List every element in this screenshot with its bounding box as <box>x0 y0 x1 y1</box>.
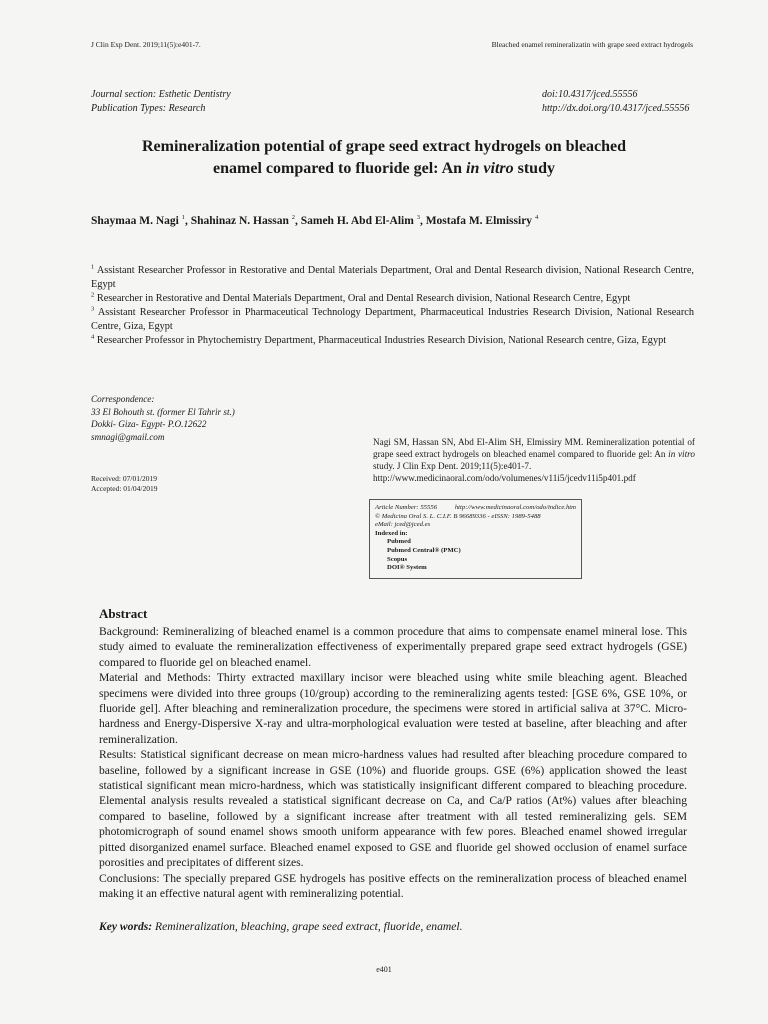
title-italic: in vitro <box>466 160 514 177</box>
publication-type: Publication Types: Research <box>91 103 206 114</box>
author-sup: 4 <box>534 214 539 222</box>
citation-url[interactable]: http://www.medicinaoral.com/odo/volumenes/v11i5/jcedv11i5p401.pdf <box>373 473 636 483</box>
running-header-right: Bleached enamel remineralizatin with grape seed extract hydrogels <box>491 40 693 49</box>
author: Mostafa M. Elmissiry <box>425 215 533 227</box>
running-header-left: J Clin Exp Dent. 2019;11(5):e401-7. <box>91 40 201 49</box>
correspondence-email[interactable]: smnagi@gmail.com <box>91 431 165 442</box>
abstract-heading: Abstract <box>99 606 148 621</box>
copyright: © Medicina Oral S. L. C.I.F. B 96689336 - eISSN: 1989-5488 <box>375 512 541 520</box>
abstract-paragraph: Conclusions: The specially prepared GSE hydrogels has positive effects on the remineralization process of bleached enamel making it an effective natural agent with remineralizing potential. <box>99 871 687 900</box>
received-date: Received: 07/01/2019 <box>91 474 158 483</box>
author: Shahinaz N. Hassan <box>190 215 289 227</box>
page-number: e401 <box>376 965 392 974</box>
keywords-label: Key words: <box>99 920 153 933</box>
abstract-paragraph: Material and Methods: Thirty extracted maxillary incisor were bleached using white smile bleaching agent. Bleached specimens were divided into three groups (10/group) according to the remineralizing agents tested: [GSE 6%, GSE 10%, or fluoride gel]. After bleaching and remineralization procedure, the specimens were stored in artificial saliva at 37°C. Micro-hardness and Energy-Dispersive X-ray and ultra-morphological evaluation were tested at baseline, after bleaching and after remineralization. <box>99 671 687 746</box>
index-item: Pubmed <box>387 538 411 546</box>
correspondence-address-1: 33 El Bohouth st. (former El Tahrir st.) <box>91 406 235 417</box>
affiliation <box>91 306 694 334</box>
journal-meta <box>91 88 231 116</box>
journal-site[interactable]: http://www.medicinaoral.com/odo/indice.htm <box>454 504 576 511</box>
citation <box>373 436 695 484</box>
affiliation-text: Researcher in Restorative and Dental Materials Department, Oral and Dental Research division, National Research Centre, Egypt <box>96 293 631 304</box>
author: Shaymaa M. Nagi <box>91 215 179 227</box>
article-info-box <box>369 499 582 579</box>
affiliation-text: Assistant Researcher Professor in Restorative and Dental Materials Department, Oral and Dental Research division, National Research Centre, Egypt <box>91 265 694 290</box>
journal-email[interactable]: eMail: jced@jced.es <box>375 521 431 529</box>
abstract-paragraph: Results: Statistical significant decrease on mean micro-hardness values had resulted after bleaching procedure compared to baseline, followed by a significant increase in GSE (10%) and fluoride groups. GSE (6%) application showed the least statistical significant mean micro-hardness, which was statistically insignificant different compared to bleaching procedure. Elemental analysis results revealed a statistical significant decrease on Ca, and Ca/P ratios (At%) values after bleaching compared to baseline, followed by a significant increase after treatment with all tested remineralizing gels. SEM photomicrograph of sound enamel shows smooth uniform appearance with few pores. Bleached enamel showed irregular pitted disorganized enamel surface. Bleached enamel exposed to GSE and fluoride gel showed occlusion of enamel surface porosities and precipitates of different sizes. <box>99 748 687 870</box>
affiliation-text: Researcher Professor in Phytochemistry Department, Pharmaceutical Industries Research Division, National Research centre, Giza, Egypt <box>96 335 667 346</box>
affiliation-sup: 3 <box>91 305 95 313</box>
author-list: Shaymaa M. Nagi $^1$, Shahinaz N. Hassan $^2$, Sameh H. Abd El-Alim $^3$, Mostafa M. Elmissiry $^4$ <box>91 214 539 227</box>
citation-end: study. J Clin Exp Dent. 2019;11(5):e401-7. <box>373 461 532 471</box>
indexed-label: Indexed in: <box>375 529 408 537</box>
affiliations <box>91 264 694 348</box>
title-line-2 <box>60 158 708 180</box>
citation-text: Nagi SM, Hassan SN, Abd El-Alim SH, Elmissiry MM. Remineralization potential of grape seed extract hydrogels on bleached enamel compared to fluoride gel: An <box>373 437 695 459</box>
accepted-date: Accepted: 01/04/2019 <box>91 483 158 493</box>
affiliation-sup: 4 <box>91 333 95 341</box>
dates <box>91 474 157 493</box>
author: Sameh H. Abd El-Alim <box>300 215 414 227</box>
doi-url[interactable]: http://dx.doi.org/10.4317/jced.55556 <box>542 103 690 114</box>
index-item: DOI® System <box>387 564 427 572</box>
affiliation <box>91 264 694 292</box>
info-row <box>375 504 576 513</box>
doi-block <box>542 88 689 116</box>
affiliation-sup: 2 <box>91 291 95 299</box>
affiliation-text: Assistant Researcher Professor in Pharmaceutical Technology Department, Pharmaceutical Industries Research Division, National Research Centre, Giza, Egypt <box>91 307 695 332</box>
abstract-paragraph: Background: Remineralizing of bleached enamel is a common procedure that aims to compensate enamel mineral lose. This study aimed to evaluate the remineralization effectiveness of experimentally prepared grape seed extract hydrogels (GSE) compared to fluoride gel on bleached enamel. <box>99 625 687 669</box>
index-item: Pubmed Central® (PMC) <box>387 546 461 554</box>
title-line-2-end: study <box>513 160 555 177</box>
author-sup: 2 <box>291 214 295 222</box>
abstract-body <box>99 624 687 901</box>
index-item: Scopus <box>387 555 408 563</box>
keywords-text: Remineralization, bleaching, grape seed extract, fluoride, enamel. <box>155 920 463 933</box>
author-sup: 3 <box>416 214 420 222</box>
paper-title <box>60 136 708 180</box>
author-sup: 1 <box>181 214 185 222</box>
title-line-1: Remineralization potential of grape seed extract hydrogels on bleached <box>141 138 627 155</box>
citation-italic: in vitro <box>668 449 695 459</box>
affiliation <box>91 292 694 306</box>
title-line-2-text: enamel compared to fluoride gel: An <box>213 160 467 177</box>
article-number: Article Number: 55556 <box>375 504 438 511</box>
correspondence <box>91 393 235 443</box>
correspondence-address-2: Dokki- Giza- Egypt- P.O.12622 <box>91 419 207 429</box>
affiliation-sup: 1 <box>91 263 95 271</box>
journal-section: Journal section: Esthetic Dentistry <box>91 89 231 100</box>
correspondence-label: Correspondence: <box>91 394 155 404</box>
keywords <box>99 920 463 933</box>
affiliation <box>91 334 694 348</box>
doi: doi:10.4317/jced.55556 <box>542 89 638 100</box>
